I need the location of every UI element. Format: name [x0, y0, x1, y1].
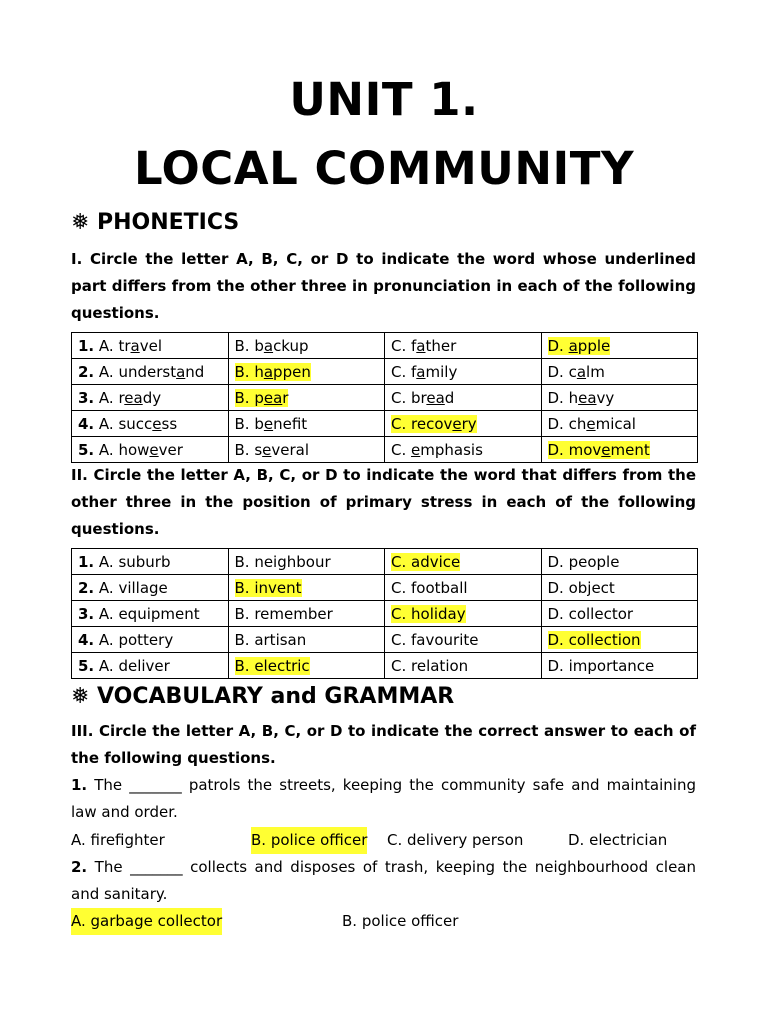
option-text: D. ch	[547, 414, 587, 433]
answer-cell-a[interactable]	[72, 437, 229, 463]
answer-option	[99, 363, 204, 381]
answer-cell-a[interactable]	[72, 359, 229, 385]
answer-cell-c[interactable]	[385, 575, 542, 601]
question-number: 4.	[78, 630, 95, 649]
answer-option	[99, 415, 177, 433]
answer-cell-c[interactable]	[385, 359, 542, 385]
answer-option	[391, 579, 468, 597]
underlined-letters: a	[263, 336, 274, 355]
option-text: B. b	[234, 414, 264, 433]
answer-cell-d[interactable]	[541, 627, 698, 653]
answer-cell-c[interactable]	[385, 627, 542, 653]
table-row	[72, 601, 698, 627]
underlined-letters: a	[130, 336, 140, 355]
answer-cell-c[interactable]	[385, 333, 542, 359]
underlined-letters: e	[452, 414, 462, 433]
answer-option	[391, 389, 454, 407]
option-text: C. f	[391, 362, 417, 381]
option-a[interactable]: A. firefighter	[71, 831, 165, 849]
option-text: ver	[158, 440, 183, 459]
answer-cell-c[interactable]	[385, 411, 542, 437]
answer-option	[548, 363, 605, 381]
answer-option	[99, 389, 161, 407]
question-number: 1.	[71, 776, 88, 794]
answer-cell-b[interactable]	[228, 411, 385, 437]
answer-cell-d[interactable]	[541, 437, 698, 463]
answer-cell-a[interactable]	[72, 549, 229, 575]
answer-option	[235, 657, 310, 675]
option-text: A. how	[98, 440, 150, 459]
section-phonetics	[71, 208, 239, 238]
option-text: D. mov	[547, 440, 602, 459]
table-row	[72, 411, 698, 437]
answer-option	[548, 415, 636, 433]
answer-cell-b[interactable]	[228, 627, 385, 653]
instruction-part-3: III. Circle the letter A, B, C, or D to indicate the correct answer to each of the following questions.	[71, 722, 696, 767]
answer-option	[235, 415, 308, 433]
answer-cell-c[interactable]	[385, 549, 542, 575]
answer-cell-c[interactable]	[385, 385, 542, 411]
underlined-letters: ea	[124, 388, 143, 407]
answer-option	[391, 553, 460, 571]
answer-cell-a[interactable]	[72, 411, 229, 437]
option-text: B. h	[234, 362, 264, 381]
answer-cell-c[interactable]	[385, 437, 542, 463]
answer-option	[391, 631, 479, 649]
underlined-letters: ea	[426, 388, 445, 407]
option-text: D. collection	[547, 630, 641, 649]
option-text: C. br	[391, 388, 427, 407]
question-number: 5.	[78, 656, 95, 675]
option-text: B. invent	[234, 578, 302, 597]
table-row	[72, 437, 698, 463]
question-2	[71, 854, 696, 908]
option-text: C. holiday	[391, 604, 466, 623]
option-text: A. succ	[98, 414, 153, 433]
question-number: 2.	[71, 858, 88, 876]
option-text: r	[282, 388, 289, 407]
answer-cell-b[interactable]	[228, 437, 385, 463]
answer-option	[235, 631, 307, 649]
answer-option	[548, 441, 650, 459]
page-title-line-1: UNIT 1.	[289, 73, 479, 126]
option-text: D. c	[547, 362, 577, 381]
question-number: 4.	[78, 414, 95, 433]
table-row	[72, 549, 698, 575]
instruction-part-2: II. Circle the letter A, B, C, or D to indicate the word that differs from the other three in the position of primary stress in each of the following questions.	[71, 466, 696, 538]
answer-option	[548, 389, 615, 407]
underlined-letters: a	[568, 336, 578, 355]
answer-cell-c[interactable]	[385, 653, 542, 679]
option-d[interactable]: D. electrician	[568, 831, 668, 849]
option-text: pple	[577, 336, 611, 355]
underlined-letters: a	[576, 362, 587, 381]
answer-cell-b[interactable]	[228, 601, 385, 627]
answer-option	[235, 363, 311, 381]
option-text: A. r	[98, 388, 125, 407]
answer-option	[99, 337, 162, 355]
answer-cell-b[interactable]	[228, 359, 385, 385]
answer-cell-d[interactable]	[541, 359, 698, 385]
option-text: C. relation	[391, 656, 469, 675]
option-text: C. advice	[391, 552, 461, 571]
answer-cell-d[interactable]	[541, 411, 698, 437]
option-text: d	[444, 388, 455, 407]
answer-option	[99, 657, 170, 675]
underlined-letters: ea	[578, 388, 597, 407]
answer-option	[99, 441, 183, 459]
option-text: vy	[596, 388, 615, 407]
underlined-letters: a	[263, 362, 274, 381]
question-1-options	[71, 827, 711, 854]
answer-cell-d[interactable]	[541, 601, 698, 627]
option-b[interactable]: B. police officer	[251, 827, 367, 854]
page-title-line-2: LOCAL COMMUNITY	[133, 142, 635, 195]
table-row	[72, 575, 698, 601]
underlined-letters: ea	[263, 388, 283, 407]
question-number: 1.	[78, 336, 95, 355]
underlined-letters: a	[416, 362, 426, 381]
question-1	[71, 772, 696, 826]
answer-option	[391, 363, 457, 381]
option-text: D. object	[547, 578, 615, 597]
option-text: A. underst	[98, 362, 177, 381]
answer-option	[548, 605, 634, 623]
answer-option	[548, 553, 620, 571]
underlined-letters: e	[152, 414, 162, 433]
answer-cell-c[interactable]	[385, 601, 542, 627]
answer-cell-b[interactable]	[228, 385, 385, 411]
answer-option	[235, 441, 310, 459]
instruction-part-1: I. Circle the letter A, B, C, or D to indicate the word whose underlined part differs from the other three in pronunciation in each of the following questions.	[71, 250, 696, 322]
pronunciation-table	[71, 332, 698, 463]
answer-option	[548, 631, 641, 649]
underlined-letters: a	[176, 362, 186, 381]
answer-option	[235, 579, 302, 597]
answer-option	[548, 657, 655, 675]
option-text: A. village	[98, 578, 168, 597]
option-text: vel	[139, 336, 162, 355]
section-vocabulary	[71, 682, 454, 712]
option-a[interactable]: A. garbage collector	[71, 908, 222, 935]
option-text: D. people	[547, 552, 620, 571]
answer-cell-b[interactable]	[228, 653, 385, 679]
option-text: lm	[586, 362, 605, 381]
option-text: A. deliver	[98, 656, 170, 675]
question-number: 5.	[78, 440, 95, 459]
option-text: A. pottery	[98, 630, 174, 649]
answer-cell-b[interactable]	[228, 333, 385, 359]
option-text: B. b	[234, 336, 264, 355]
question-number: 2.	[78, 362, 95, 381]
table-row	[72, 385, 698, 411]
option-text: B. p	[234, 388, 264, 407]
question-number: 2.	[78, 578, 95, 597]
underlined-letters: e	[149, 440, 159, 459]
answer-cell-d[interactable]	[541, 549, 698, 575]
answer-option	[235, 389, 289, 407]
table-row	[72, 653, 698, 679]
underlined-letters: e	[262, 440, 272, 459]
question-number: 1.	[78, 552, 95, 571]
table-row	[72, 627, 698, 653]
answer-option	[99, 553, 171, 571]
answer-option	[391, 415, 477, 433]
answer-cell-b[interactable]	[228, 549, 385, 575]
option-text: D. collector	[547, 604, 634, 623]
answer-cell-a[interactable]	[72, 627, 229, 653]
option-text: D. h	[547, 388, 579, 407]
underlined-letters: e	[263, 414, 274, 433]
answer-cell-d[interactable]	[541, 575, 698, 601]
option-text: C. favourite	[391, 630, 479, 649]
answer-cell-a[interactable]	[72, 653, 229, 679]
question-text: The _______ patrols the streets, keeping the community safe and maintaining law and order.	[71, 776, 696, 821]
option-text: B. neighbour	[234, 552, 331, 571]
option-text: D.	[547, 336, 569, 355]
option-b[interactable]: B. police officer	[342, 912, 459, 930]
option-text: D. importance	[547, 656, 655, 675]
answer-option	[548, 579, 615, 597]
question-2-options	[71, 908, 711, 935]
underlined-letters: e	[411, 440, 421, 459]
answer-cell-a[interactable]	[72, 575, 229, 601]
question-number: 3.	[78, 604, 95, 623]
table-row	[72, 333, 698, 359]
option-text: veral	[271, 440, 310, 459]
option-text: A. suburb	[98, 552, 171, 571]
option-text: nefit	[273, 414, 308, 433]
underlined-letters: e	[586, 414, 596, 433]
answer-cell-b[interactable]	[228, 575, 385, 601]
option-text: ss	[161, 414, 178, 433]
answer-cell-a[interactable]	[72, 333, 229, 359]
option-text: mily	[425, 362, 458, 381]
question-number: 3.	[78, 388, 95, 407]
option-text: C. f	[391, 336, 417, 355]
option-text: B. electric	[234, 656, 310, 675]
option-text: ppen	[273, 362, 311, 381]
stress-table	[71, 548, 698, 679]
option-text: ther	[425, 336, 457, 355]
underlined-letters: e	[601, 440, 611, 459]
option-text: A. equipment	[98, 604, 200, 623]
answer-cell-a[interactable]	[72, 601, 229, 627]
snowflake-icon: ❅	[71, 210, 90, 235]
answer-option	[99, 605, 200, 623]
answer-option	[391, 657, 468, 675]
underlined-letters: a	[416, 336, 426, 355]
answer-option	[99, 579, 168, 597]
option-text: mical	[595, 414, 636, 433]
table-row	[72, 359, 698, 385]
answer-option	[235, 553, 331, 571]
answer-option	[391, 441, 483, 459]
question-text: The _______ collects and disposes of trash, keeping the neighbourhood clean and sanitary.	[71, 858, 696, 903]
section-heading: VOCABULARY and GRAMMAR	[97, 684, 455, 709]
answer-option	[391, 337, 456, 355]
section-heading: PHONETICS	[97, 210, 240, 235]
option-text: ment	[610, 440, 650, 459]
option-text: mphasis	[420, 440, 483, 459]
answer-cell-d[interactable]	[541, 385, 698, 411]
answer-option	[391, 605, 466, 623]
option-c[interactable]: C. delivery person	[387, 831, 524, 849]
option-text: ckup	[273, 336, 309, 355]
option-text: B. artisan	[234, 630, 307, 649]
option-text: C.	[391, 440, 412, 459]
option-text: dy	[142, 388, 162, 407]
answer-option	[548, 337, 611, 355]
snowflake-icon: ❅	[71, 684, 90, 709]
answer-cell-a[interactable]	[72, 385, 229, 411]
option-text: B. remember	[234, 604, 333, 623]
answer-cell-d[interactable]	[541, 333, 698, 359]
answer-option	[99, 631, 173, 649]
answer-cell-d[interactable]	[541, 653, 698, 679]
option-text: C. recov	[391, 414, 453, 433]
answer-option	[235, 605, 333, 623]
option-text: ry	[461, 414, 477, 433]
option-text: C. football	[391, 578, 468, 597]
option-text: nd	[185, 362, 205, 381]
option-text: B. s	[234, 440, 263, 459]
answer-option	[235, 337, 309, 355]
option-text: A. tr	[98, 336, 131, 355]
